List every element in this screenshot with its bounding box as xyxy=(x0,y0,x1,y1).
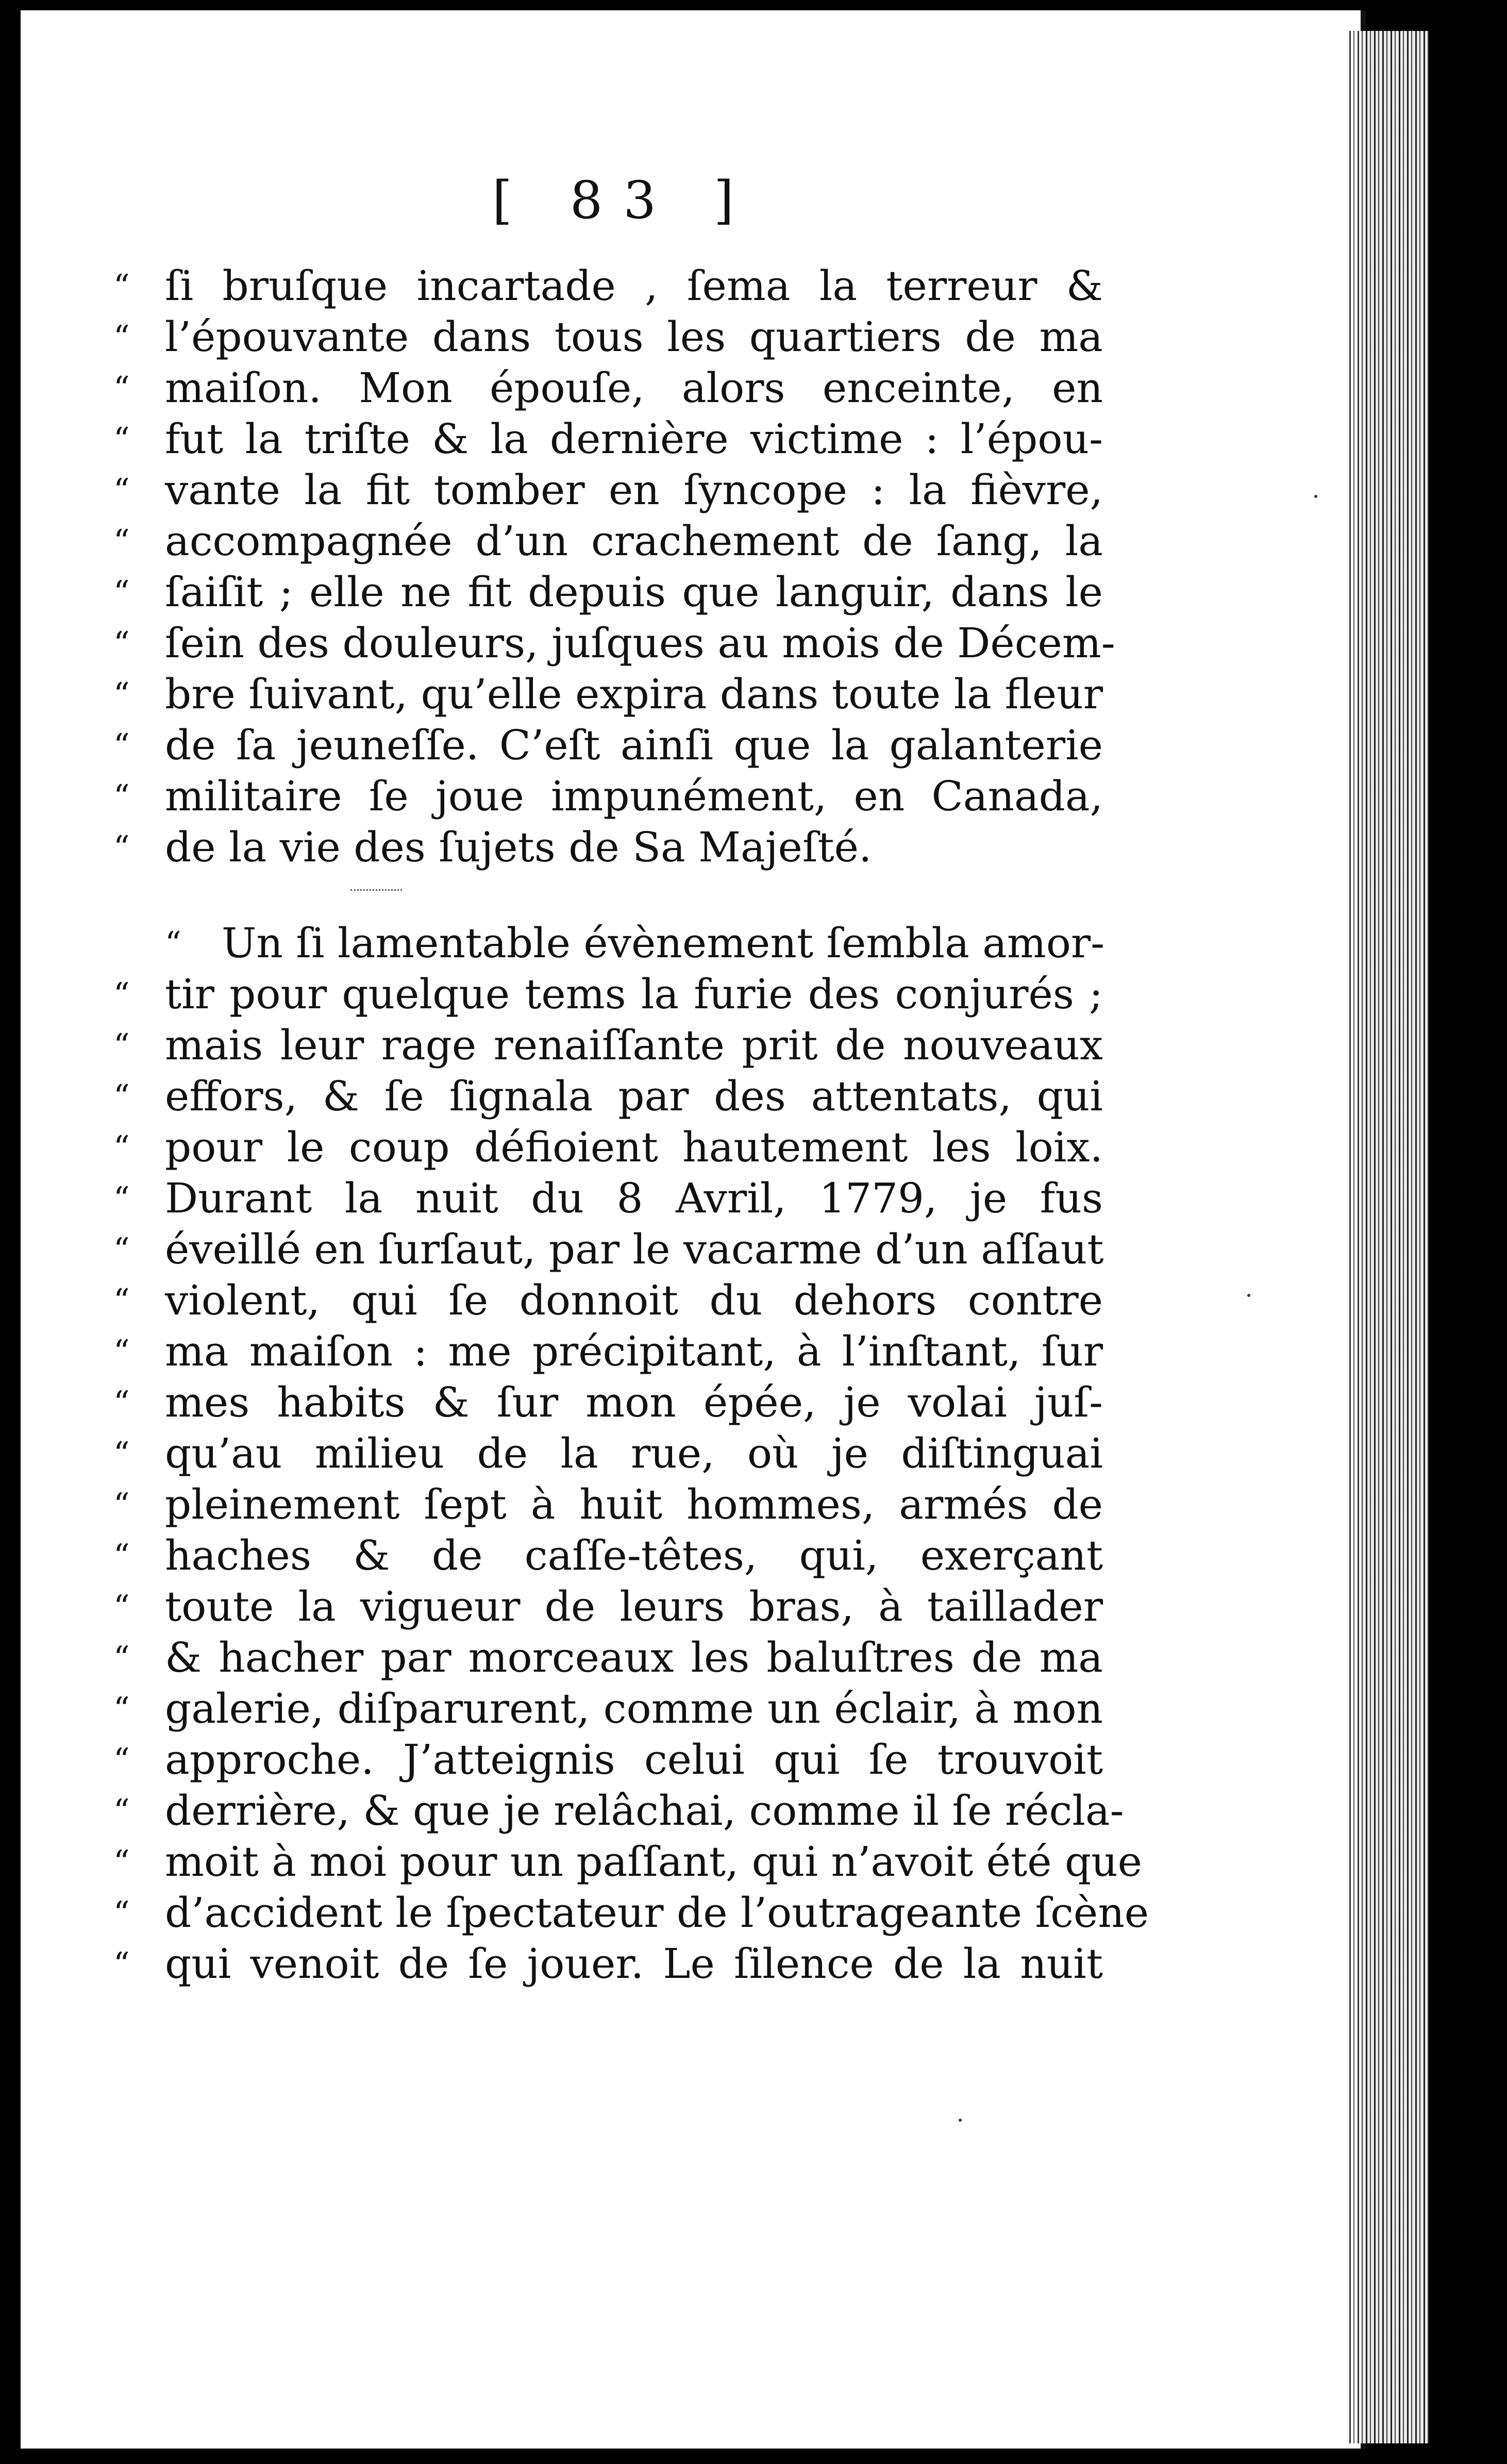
text-line xyxy=(113,771,1103,822)
text-line xyxy=(113,413,1103,464)
line-text: ma maiſon : me précipitant, à l’inſtant, ſur xyxy=(165,1327,1103,1375)
text-line xyxy=(113,1428,1103,1479)
quote-mark: “ xyxy=(113,975,130,1013)
quote-mark: “ xyxy=(113,1128,130,1166)
text-line xyxy=(113,1479,1103,1530)
quote-mark: “ xyxy=(113,1026,130,1064)
line-text: pleinement ſept à huit hommes, armés de xyxy=(165,1480,1103,1528)
text-line xyxy=(113,1173,1103,1224)
line-text: mes habits & ſur mon épée, je volai juſ- xyxy=(165,1378,1103,1426)
text-line xyxy=(113,1377,1103,1428)
text-line xyxy=(113,969,1103,1020)
line-text: haches & de caſſe-têtes, qui, exerçant xyxy=(165,1531,1103,1579)
text-line xyxy=(113,1785,1124,1836)
text-line xyxy=(113,1071,1103,1122)
text-line xyxy=(113,1734,1103,1785)
line-text: ſaiſit ; elle ne fit depuis que languir, dans le xyxy=(165,568,1103,616)
quote-mark: “ xyxy=(113,726,130,764)
quote-mark: “ xyxy=(113,318,130,356)
line-text: mais leur rage renaiſſante prit de nouveaux xyxy=(165,1021,1103,1069)
quote-mark: “ xyxy=(165,924,181,962)
quote-mark: “ xyxy=(113,675,130,713)
quote-mark: “ xyxy=(113,777,130,815)
quote-mark: “ xyxy=(113,1435,130,1472)
text-line xyxy=(113,918,1103,969)
line-text: ſein des douleurs, juſques au mois de Décem- xyxy=(165,619,1115,667)
quote-mark: “ xyxy=(113,471,130,509)
line-text: & hacher par morceaux les baluſtres de ma xyxy=(165,1634,1103,1681)
line-text: l’épouvante dans tous les quartiers de ma xyxy=(165,313,1103,361)
text-line xyxy=(113,822,1103,873)
text-line xyxy=(113,1632,1103,1683)
quote-mark: “ xyxy=(113,1384,130,1421)
text-line xyxy=(113,311,1103,362)
line-text: moit à moi pour un paſſant, qui n’avoit été que xyxy=(165,1838,1143,1886)
quote-mark: “ xyxy=(113,1333,130,1370)
line-text: militaire ſe joue impunément, en Canada, xyxy=(165,772,1103,820)
text-line xyxy=(113,1122,1103,1173)
quote-mark: “ xyxy=(113,1894,130,1932)
line-text: qui venoit de ſe jouer. Le ſilence de la nuit xyxy=(165,1940,1103,1988)
quote-mark: “ xyxy=(113,369,130,407)
text-line xyxy=(113,1224,1103,1275)
quote-mark: “ xyxy=(113,1281,130,1319)
text-line xyxy=(113,1275,1103,1326)
quote-mark: “ xyxy=(113,1230,130,1268)
quote-mark: “ xyxy=(113,267,130,305)
quote-mark: “ xyxy=(113,1690,130,1727)
scan-speck xyxy=(1314,495,1317,498)
text-line xyxy=(113,1836,1143,1887)
quote-mark: “ xyxy=(113,624,130,662)
line-text: effors, & ſe ſignala par des attentats, qui xyxy=(165,1072,1103,1120)
quote-mark: “ xyxy=(113,1537,130,1574)
text-line xyxy=(113,567,1103,618)
line-text: derrière, & que je relâchai, comme il ſe récla- xyxy=(165,1787,1124,1835)
quote-mark: “ xyxy=(113,828,130,866)
text-line xyxy=(113,1887,1149,1938)
quote-mark: “ xyxy=(113,1843,130,1880)
text-line xyxy=(113,260,1103,311)
quote-mark: “ xyxy=(113,573,130,611)
page-number: [ 83 ] xyxy=(492,170,755,230)
section-ornament xyxy=(350,879,402,891)
text-line xyxy=(113,669,1103,720)
text-line xyxy=(113,720,1103,771)
quote-mark: “ xyxy=(113,1741,130,1778)
line-text: de ſa jeuneſſe. C’eſt ainſi que la galanterie xyxy=(165,721,1103,769)
line-text: Durant la nuit du 8 Avril, 1779, je fus xyxy=(165,1174,1103,1222)
paragraph-1 xyxy=(113,260,1115,873)
line-text: galerie, diſparurent, comme un éclair, à mon xyxy=(165,1685,1103,1733)
line-text: pour le coup défioient hautement les loix. xyxy=(165,1123,1103,1171)
line-text: bre ſuivant, qu’elle expira dans toute la fleur xyxy=(165,670,1103,718)
text-line xyxy=(113,1938,1103,1989)
line-text: maiſon. Mon épouſe, alors enceinte, en xyxy=(165,364,1103,412)
text-line xyxy=(113,618,1115,669)
binding-edge xyxy=(0,0,8,2464)
quote-mark: “ xyxy=(113,1486,130,1523)
text-line xyxy=(113,362,1103,413)
line-text: éveillé en ſurſaut, par le vacarme d’un aſſaut xyxy=(165,1225,1104,1273)
line-text: d’accident le ſpectateur de l’outrageante ſcène xyxy=(165,1889,1149,1937)
quote-mark: “ xyxy=(113,1792,130,1829)
text-line xyxy=(113,1326,1103,1377)
line-text: Un ſi lamentable évènement ſembla amor- xyxy=(222,919,1105,967)
line-text: approche. J’atteignis celui qui ſe trouvoit xyxy=(165,1736,1103,1784)
quote-mark: “ xyxy=(113,1945,130,1983)
text-line xyxy=(113,1530,1103,1581)
scan-speck xyxy=(959,2119,962,2122)
text-line xyxy=(113,464,1103,515)
quote-mark: “ xyxy=(113,522,130,560)
text-line xyxy=(113,515,1103,567)
text-line xyxy=(113,1683,1103,1734)
line-text: toute la vigueur de leurs bras, à taillader xyxy=(165,1583,1103,1630)
paragraph-2 xyxy=(113,918,1149,1989)
quote-mark: “ xyxy=(113,420,130,458)
text-line xyxy=(113,1020,1103,1071)
line-text: tir pour quelque tems la furie des conjurés ; xyxy=(165,970,1103,1018)
quote-mark: “ xyxy=(113,1077,130,1115)
line-text: violent, qui ſe donnoit du dehors contre xyxy=(165,1276,1103,1324)
quote-mark: “ xyxy=(113,1639,130,1676)
line-text: de la vie des ſujets de Sa Majeſté. xyxy=(165,823,872,871)
page-edge-stack xyxy=(1346,31,1429,2443)
line-text: fut la triſte & la dernière victime : l’épou- xyxy=(165,415,1103,463)
quote-mark: “ xyxy=(113,1179,130,1217)
line-text: qu’au milieu de la rue, où je diſtinguai xyxy=(165,1429,1103,1477)
text-line xyxy=(113,1581,1103,1632)
line-text: accompagnée d’un crachement de ſang, la xyxy=(165,517,1103,565)
quote-mark: “ xyxy=(113,1588,130,1625)
scan-speck xyxy=(1247,1294,1250,1297)
line-text: ſi bruſque incartade , ſema la terreur & xyxy=(165,262,1103,310)
line-text: vante la fit tomber en ſyncope : la fièvre, xyxy=(165,466,1103,514)
